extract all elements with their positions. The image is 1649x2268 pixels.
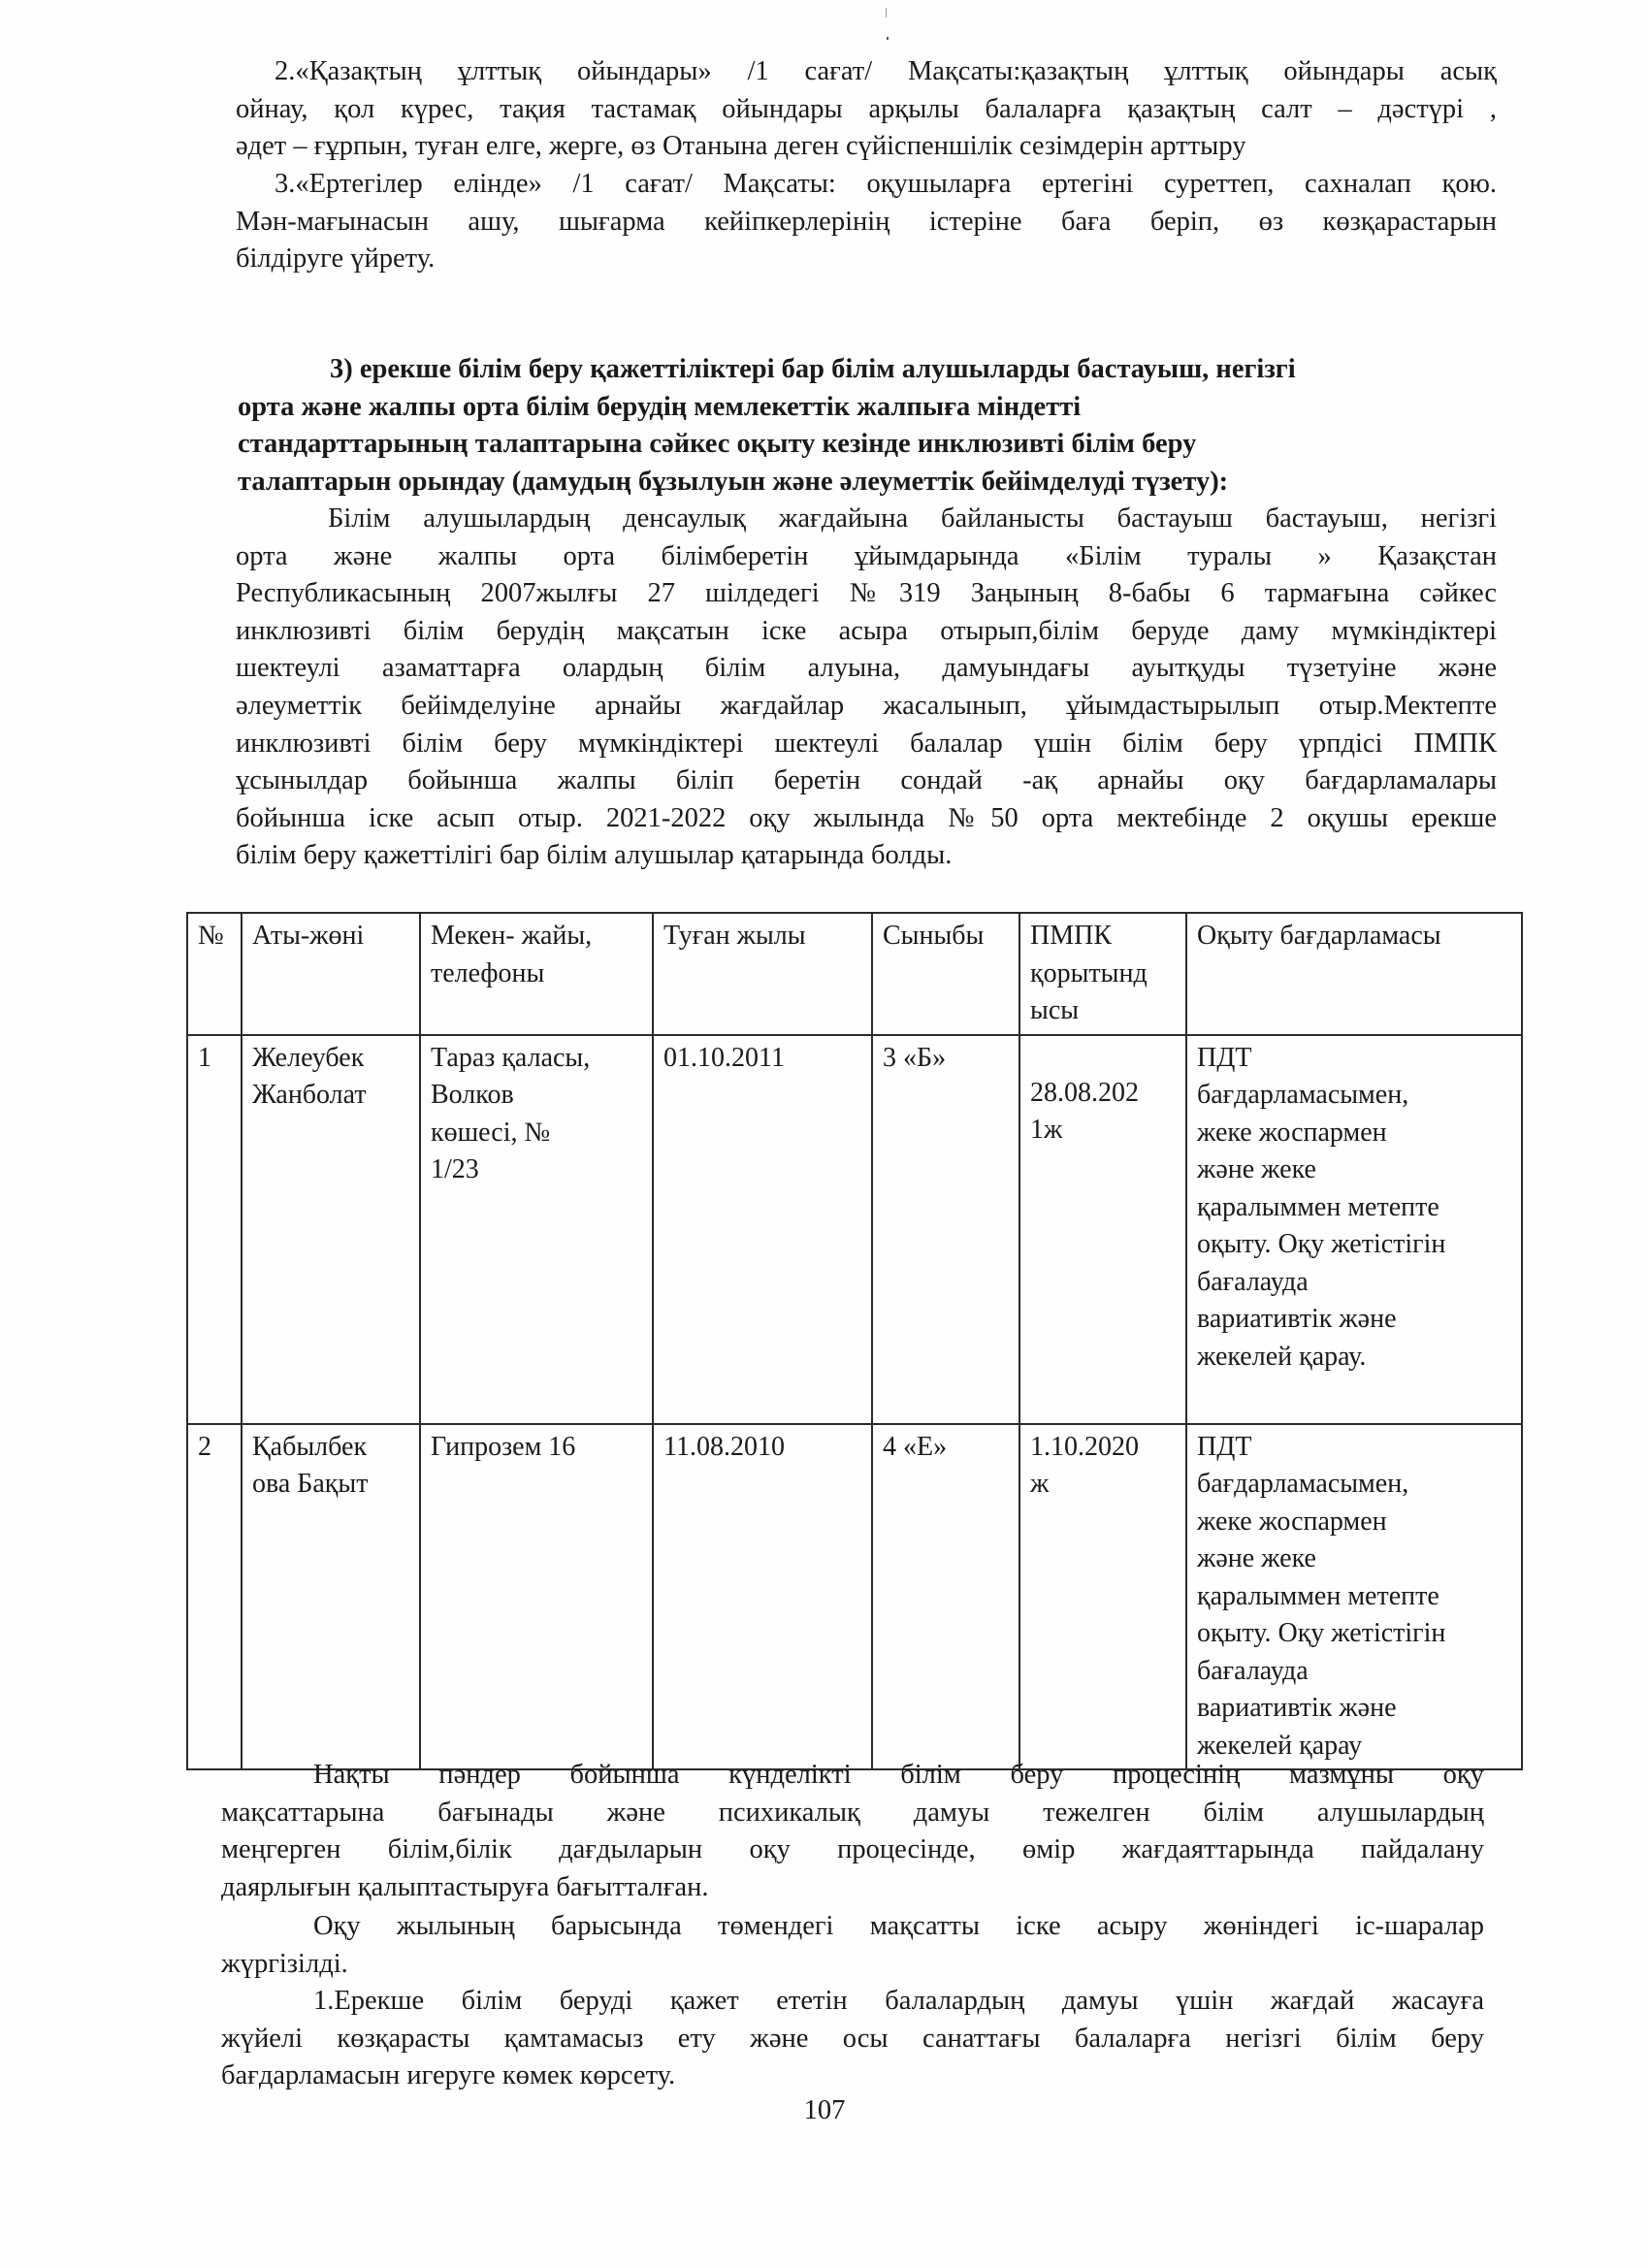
- program-line: оқыту. Оқу жетістігін: [1197, 1618, 1446, 1648]
- heading-line: стандарттарының талаптарына сәйкес оқыту кезінде инклюзивті білім беру: [238, 429, 1197, 460]
- section-body: [236, 501, 1497, 875]
- text-line: жүргізілді.: [221, 1948, 348, 1979]
- header-class: Сыныбы: [872, 913, 1019, 1035]
- text-line: Оқу жылының барысында төмендегі мақсатты іске асыру жөніндегі іс-шаралар: [313, 1911, 1484, 1941]
- header-pmpk-line: қорытынд: [1030, 957, 1148, 988]
- address-line: Волков: [431, 1080, 514, 1110]
- pmpk-line: ж: [1030, 1469, 1050, 1499]
- program-line: жекелей қарау: [1197, 1730, 1363, 1761]
- text-line: меңгерген білім,білік дағдыларын оқу процесінде, өмір жағдаяттарында пайдалану: [221, 1834, 1484, 1865]
- text-line: ұсынылдар бойынша жалпы біліп беретін сондай -ақ арнайы оқу бағдарламалары: [236, 765, 1497, 796]
- paragraph-goal-1: [221, 1983, 1484, 2095]
- heading-line: талаптарын орындау (дамудың бұзылуын және әлеуметтік бейімделуді түзету):: [238, 466, 1229, 497]
- text-line: Нақты пәндер бойынша күнделікті білім беру процесінің мазмұны оқу: [313, 1760, 1484, 1790]
- program-line: бағдарламасымен,: [1197, 1080, 1409, 1110]
- text-line: ойнау, қол күрес, тақия тастамақ ойындары арқылы балаларға қазақтың салт – дәстүрі ,: [236, 93, 1497, 124]
- program-line: жекелей қарау.: [1197, 1341, 1367, 1372]
- text-line: білім беру қажеттілігі бар білім алушылар қатарында болды.: [236, 840, 953, 871]
- pmpk-line: 1.10.2020: [1030, 1431, 1139, 1462]
- cell-birth: 01.10.2011: [653, 1035, 872, 1424]
- header-pmpk: [1019, 913, 1186, 1035]
- program-line: және жеке: [1197, 1154, 1316, 1184]
- cell-birth: 11.08.2010: [653, 1424, 872, 1770]
- table-row: [187, 1035, 1522, 1424]
- program-line: ПДТ: [1197, 1042, 1252, 1073]
- text-line: 3.«Ертегілер елінде» /1 сағат/ Мақсаты: оқушыларға ертегіні суреттеп, сахналап қою.: [275, 169, 1497, 199]
- program-line: вариативтік және: [1197, 1304, 1397, 1334]
- name-line: Желеубек: [252, 1042, 365, 1073]
- text-line: 1.Ерекше білім беруді қажет ететін балалардың дамуы үшін жағдай жасауға: [313, 1986, 1484, 2016]
- header-birth-year: Туған жылы: [653, 913, 872, 1035]
- header-pmpk-line: ысы: [1030, 995, 1080, 1025]
- cell-program: [1186, 1035, 1522, 1424]
- header-address: [420, 913, 653, 1035]
- students-table: [186, 912, 1523, 1770]
- program-line: қаралыммен метепте: [1197, 1580, 1439, 1611]
- paragraph-activities: [221, 1908, 1484, 1983]
- text-line: бағдарламасын игеруге көмек көрсету.: [221, 2060, 676, 2091]
- page-number: 107: [803, 2095, 846, 2125]
- text-line: инклюзивті білім берудің мақсатын іске асыра отырып,білім беруде даму мүмкіндіктері: [236, 615, 1497, 646]
- cell-name: [242, 1035, 420, 1424]
- text-line: инклюзивті білім беру мүмкіндіктері шектеулі балалар үшін білім беру үрпдісі ПМПК: [236, 728, 1497, 759]
- program-line: жеке жоспармен: [1197, 1506, 1387, 1537]
- text-line: бойынша іске асып отыр. 2021-2022 оқу жылында №50 орта мектебінде 2 оқушы ерекше: [236, 802, 1497, 833]
- scan-artifact: [886, 8, 888, 41]
- address-line: көшесі, №: [431, 1117, 551, 1148]
- cell-class: 3 «Б»: [872, 1035, 1019, 1424]
- name-line: Жанболат: [252, 1080, 367, 1110]
- cell-number: 1: [187, 1035, 242, 1424]
- text-line: 2.«Қазақтың ұлттық ойындары» /1 сағат/ Мақсаты:қазақтың ұлттық ойындары асық: [275, 56, 1497, 86]
- text-line: шектеулі азаматтарға олардың білім алуына, дамуындағы ауытқуды түзетуіне және: [236, 653, 1497, 684]
- cell-pmpk: [1019, 1424, 1186, 1770]
- table-header-row: [187, 913, 1522, 1035]
- name-line: ова Бақыт: [252, 1469, 369, 1499]
- program-line: бағдарламасымен,: [1197, 1469, 1409, 1499]
- table-row: [187, 1424, 1522, 1770]
- program-line: қаралыммен метепте: [1197, 1191, 1439, 1222]
- header-address-line: телефоны: [431, 957, 545, 988]
- program-line: оқыту. Оқу жетістігін: [1197, 1229, 1446, 1259]
- program-line: бағалауда: [1197, 1655, 1309, 1686]
- cell-number: 2: [187, 1424, 242, 1770]
- cell-address: [420, 1035, 653, 1424]
- header-pmpk-line: ПМПК: [1030, 921, 1113, 951]
- text-line: әлеуметтік бейімделуіне арнайы жағдайлар жасалынып, ұйымдастырылып отыр.Мектепте: [236, 690, 1497, 721]
- name-line: Қабылбек: [252, 1431, 368, 1462]
- header-name: Аты-жөні: [242, 913, 420, 1035]
- activity-item-2: [236, 53, 1497, 166]
- header-number: №: [187, 913, 242, 1035]
- section-heading: [238, 351, 1470, 501]
- program-line: және жеке: [1197, 1543, 1316, 1573]
- text-line: мақсаттарына бағынады және психикалық дамуы тежелген білім алушылардың: [221, 1797, 1484, 1828]
- text-line: Мән-мағынасын ашу, шығарма кейіпкерлерінің істеріне баға беріп, өз көзқарастарын: [236, 206, 1497, 237]
- paragraph-subjects: [221, 1757, 1484, 1906]
- cell-pmpk: [1019, 1035, 1186, 1424]
- header-program: Оқыту бағдарламасы: [1186, 913, 1522, 1035]
- address-line: Гипрозем 16: [431, 1431, 576, 1462]
- cell-name: [242, 1424, 420, 1770]
- program-line: бағалауда: [1197, 1266, 1309, 1297]
- heading-line: орта және жалпы орта білім берудің мемлекеттік жалпыға міндетті: [238, 391, 1082, 422]
- pmpk-line: 1ж: [1030, 1115, 1063, 1145]
- program-line: вариативтік және: [1197, 1693, 1397, 1723]
- text-line: жүйелі көзқарасты қамтамасыз ету және осы санаттағы балаларға негізгі білім беру: [221, 2023, 1484, 2054]
- text-line: Білім алушылардың денсаулық жағдайына байланысты бастауыш бастауыш, негізгі: [328, 503, 1497, 534]
- pmpk-line: 28.08.202: [1030, 1077, 1139, 1108]
- text-line: даярлығын қалыптастыруға бағытталған.: [221, 1871, 709, 1902]
- text-line: әдет – ғұрпын, туған елге, жерге, өз Отанына деген сүйіспеншілік сезімдерін арттыру: [236, 131, 1246, 162]
- address-line: Тараз қаласы,: [431, 1042, 591, 1073]
- cell-address: [420, 1424, 653, 1770]
- header-address-line: Мекен- жайы,: [431, 921, 593, 951]
- cell-program: [1186, 1424, 1522, 1770]
- heading-line: 3) ерекше білім беру қажеттіліктері бар білім алушыларды бастауыш, негізгі: [330, 354, 1296, 384]
- address-line: 1/23: [431, 1154, 479, 1184]
- activity-item-3: [236, 166, 1497, 278]
- text-line: орта және жалпы орта білімберетін ұйымдарында «Білім туралы » Қазақстан: [236, 540, 1497, 571]
- program-line: ПДТ: [1197, 1431, 1252, 1462]
- text-line: білдіруге үйрету.: [236, 243, 436, 275]
- program-line: жеке жоспармен: [1197, 1117, 1387, 1148]
- cell-class: 4 «Е»: [872, 1424, 1019, 1770]
- text-line: Республикасының 2007жылғы 27 шілдедегі №319 Заңының 8-бабы 6 тармағына сәйкес: [236, 578, 1497, 609]
